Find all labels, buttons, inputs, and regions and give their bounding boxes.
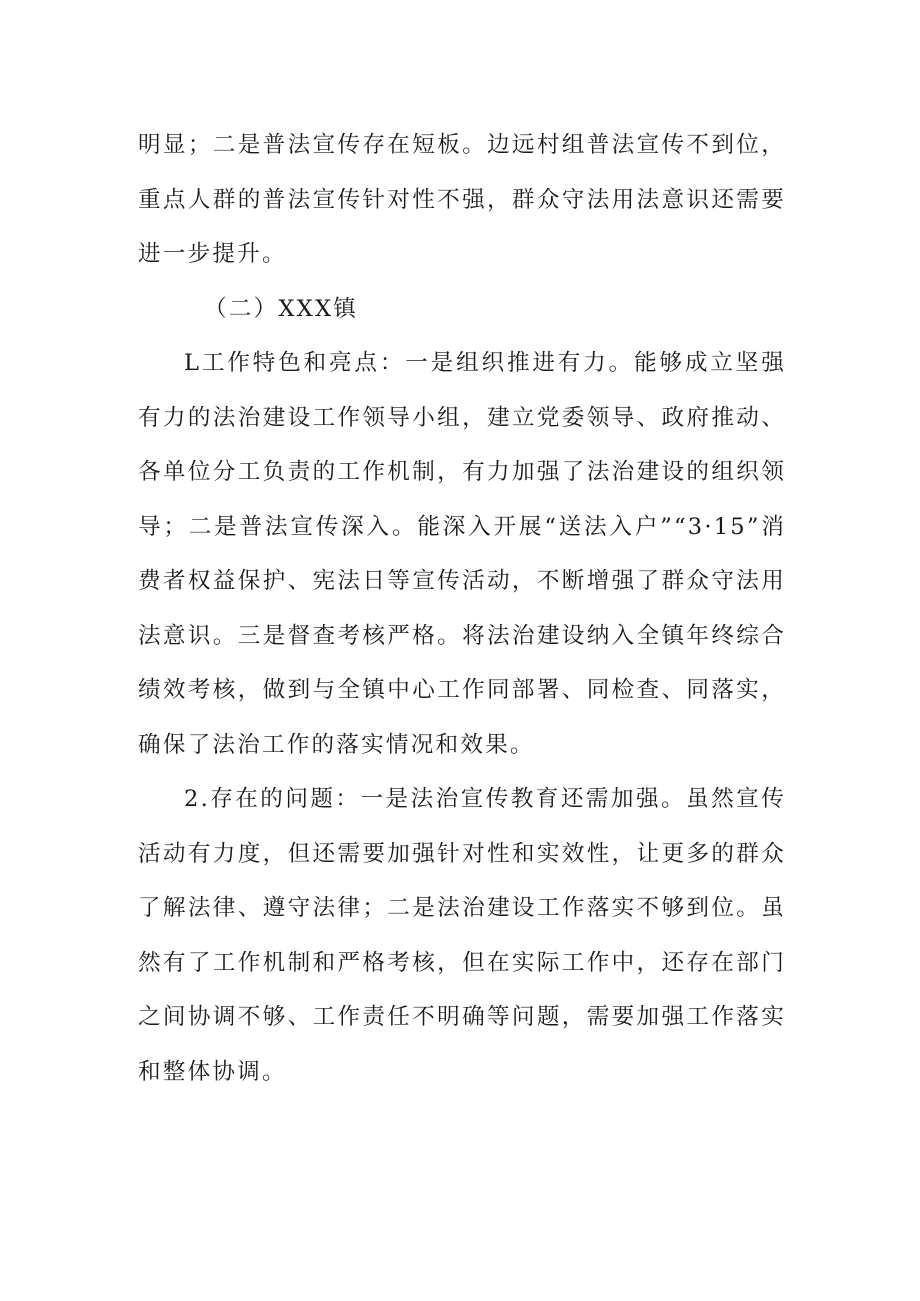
paragraph-problems: 2.存在的问题：一是法治宣传教育还需加强。虽然宣传活动有力度，但还需要加强针对性和实效性，让更多的群众了解法律、遵守法律；二是法治建设工作落实不够到位。虽然有了工作机制和严格考核，但在实际工作中，还存在部门之间协调不够、工作责任不明确等问题，需要加强工作落实和整体协调。 [138, 786, 786, 1085]
paragraph-highlights: L工作特色和亮点：一是组织推进有力。能够成立坚强有力的法治建设工作领导小组，建立党委领导、政府推动、各单位分工负责的工作机制，有力加强了法治建设的组织领导；二是普法宣传深入。能深入开展“送法入户”“3·15”消费者权益保护、宪法日等宣传活动，不断增强了群众守法用法意识。三是督查考核严格。将法治建设纳入全镇年终综合绩效考核，做到与全镇中心工作同部署、同检查、同落实，确保了法治工作的落实情况和效果。 [138, 350, 786, 758]
paragraph-continuation: 明显；二是普法宣传存在短板。边远村组普法宣传不到位，重点人群的普法宣传针对性不强，群众守法用法意识还需要进一步提升。 [138, 132, 786, 267]
document-body [138, 118, 786, 1099]
section-heading: （二）XXX镇 [204, 295, 359, 322]
